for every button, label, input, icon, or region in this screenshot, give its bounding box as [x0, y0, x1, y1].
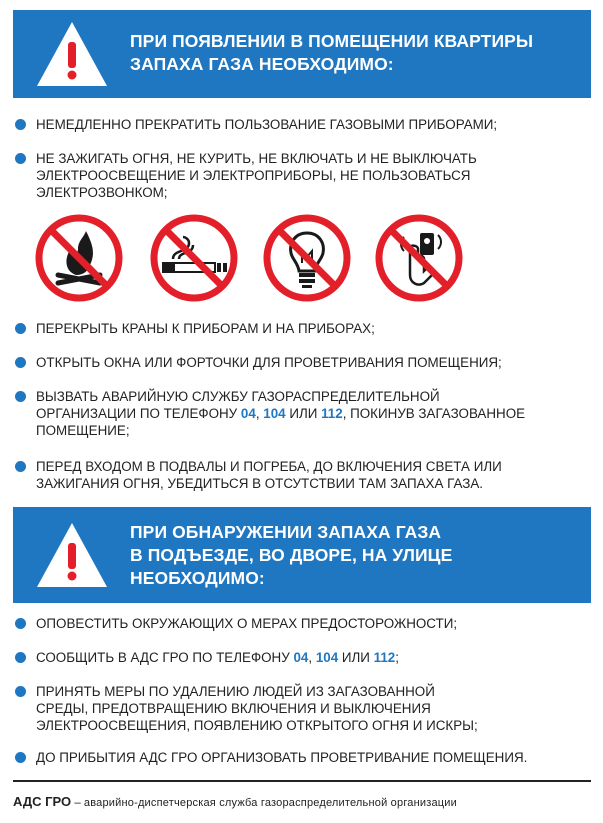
- bullet-icon: [15, 153, 26, 164]
- list-item: ОТКРЫТЬ ОКНА ИЛИ ФОРТОЧКИ ДЛЯ ПРОВЕТРИВАНИЯ ПОМЕЩЕНИЯ;: [36, 354, 596, 371]
- bullet-icon: [15, 752, 26, 763]
- bullet-icon: [15, 618, 26, 629]
- banner-title: ПРИ ОБНАРУЖЕНИИ ЗАПАХА ГАЗА В ПОДЪЕЗДЕ, ВО ДВОРЕ, НА УЛИЦЕ НЕОБХОДИМО:: [130, 522, 453, 588]
- header-banner-street: [13, 507, 591, 603]
- phone-number: 104: [315, 650, 339, 665]
- no-light-icon: [262, 213, 352, 303]
- bullet-icon: [15, 119, 26, 130]
- list-item: ВЫЗВАТЬ АВАРИЙНУЮ СЛУЖБУ ГАЗОРАСПРЕДЕЛИТЕЛЬНОЙ ОРГАНИЗАЦИИ ПО ТЕЛЕФОНУ 04, 104 ИЛИ 112, ПОКИНУВ ЗАГАЗОВАННОЕ ПОМЕЩЕНИЕ;: [36, 388, 596, 439]
- list-item: ДО ПРИБЫТИЯ АДС ГРО ОРГАНИЗОВАТЬ ПРОВЕТРИВАНИЕ ПОМЕЩЕНИЯ.: [36, 749, 596, 766]
- phone-number: 104: [263, 406, 286, 421]
- bullet-icon: [15, 323, 26, 334]
- phone-number: 112: [321, 406, 343, 421]
- no-electric-bell-icon: [374, 213, 464, 303]
- footer: [13, 794, 603, 809]
- list-item: ПРИНЯТЬ МЕРЫ ПО УДАЛЕНИЮ ЛЮДЕЙ ИЗ ЗАГАЗОВАННОЙ СРЕДЫ, ПРЕДОТВРАЩЕНИЮ ВКЛЮЧЕНИЯ И ВЫКЛЮЧЕНИЯ ЭЛЕКТРООСВЕЩЕНИЯ, ПОЯВЛЕНИЮ ОТКРЫТОГО ОГНЯ И ИСКРЫ;: [36, 683, 596, 734]
- footer-abbr: АДС ГРО: [13, 794, 72, 809]
- warning-icon: [35, 521, 109, 589]
- header-banner-apartment: [13, 10, 591, 98]
- warning-icon: [35, 20, 109, 88]
- bullet-icon: [15, 391, 26, 402]
- no-fire-icon: [34, 213, 124, 303]
- phone-number: 112: [373, 650, 396, 665]
- footer-dash: –: [71, 797, 84, 809]
- list-item: ПЕРЕД ВХОДОМ В ПОДВАЛЫ И ПОГРЕБА, ДО ВКЛЮЧЕНИЯ СВЕТА ИЛИ ЗАЖИГАНИЯ ОГНЯ, УБЕДИТЬСЯ В ОТСУТСТВИИ ТАМ ЗАПАХА ГАЗА.: [36, 458, 596, 492]
- footer-description: аварийно-диспетчерская служба газораспределительной организации: [83, 797, 457, 809]
- bullet-icon: [15, 652, 26, 663]
- prohibition-icons: [34, 213, 474, 305]
- bullet-icon: [15, 357, 26, 368]
- no-smoking-icon: [149, 213, 239, 303]
- bullet-icon: [15, 686, 26, 697]
- banner-title: ПРИ ПОЯВЛЕНИИ В ПОМЕЩЕНИИ КВАРТИРЫ ЗАПАХА ГАЗА НЕОБХОДИМО:: [130, 31, 534, 74]
- list-item: СООБЩИТЬ В АДС ГРО ПО ТЕЛЕФОНУ 04, 104 ИЛИ 112;: [36, 649, 596, 666]
- list-item: НЕМЕДЛЕННО ПРЕКРАТИТЬ ПОЛЬЗОВАНИЕ ГАЗОВЫМИ ПРИБОРАМИ;: [36, 116, 596, 133]
- list-item: ПЕРЕКРЫТЬ КРАНЫ К ПРИБОРАМ И НА ПРИБОРАХ;: [36, 320, 596, 337]
- list-item: ОПОВЕСТИТЬ ОКРУЖАЮЩИХ О МЕРАХ ПРЕДОСТОРОЖНОСТИ;: [36, 615, 596, 632]
- bullet-icon: [15, 461, 26, 472]
- phone-number: 04: [293, 650, 309, 665]
- footer-divider: [13, 780, 591, 782]
- list-item: НЕ ЗАЖИГАТЬ ОГНЯ, НЕ КУРИТЬ, НЕ ВКЛЮЧАТЬ И НЕ ВЫКЛЮЧАТЬ ЭЛЕКТРООСВЕЩЕНИЕ И ЭЛЕКТРОПРИБОРЫ, НЕ ПОЛЬЗОВАТЬСЯ ЭЛЕКТРОЗВОНКОМ;: [36, 150, 596, 201]
- phone-number: 04: [240, 406, 256, 421]
